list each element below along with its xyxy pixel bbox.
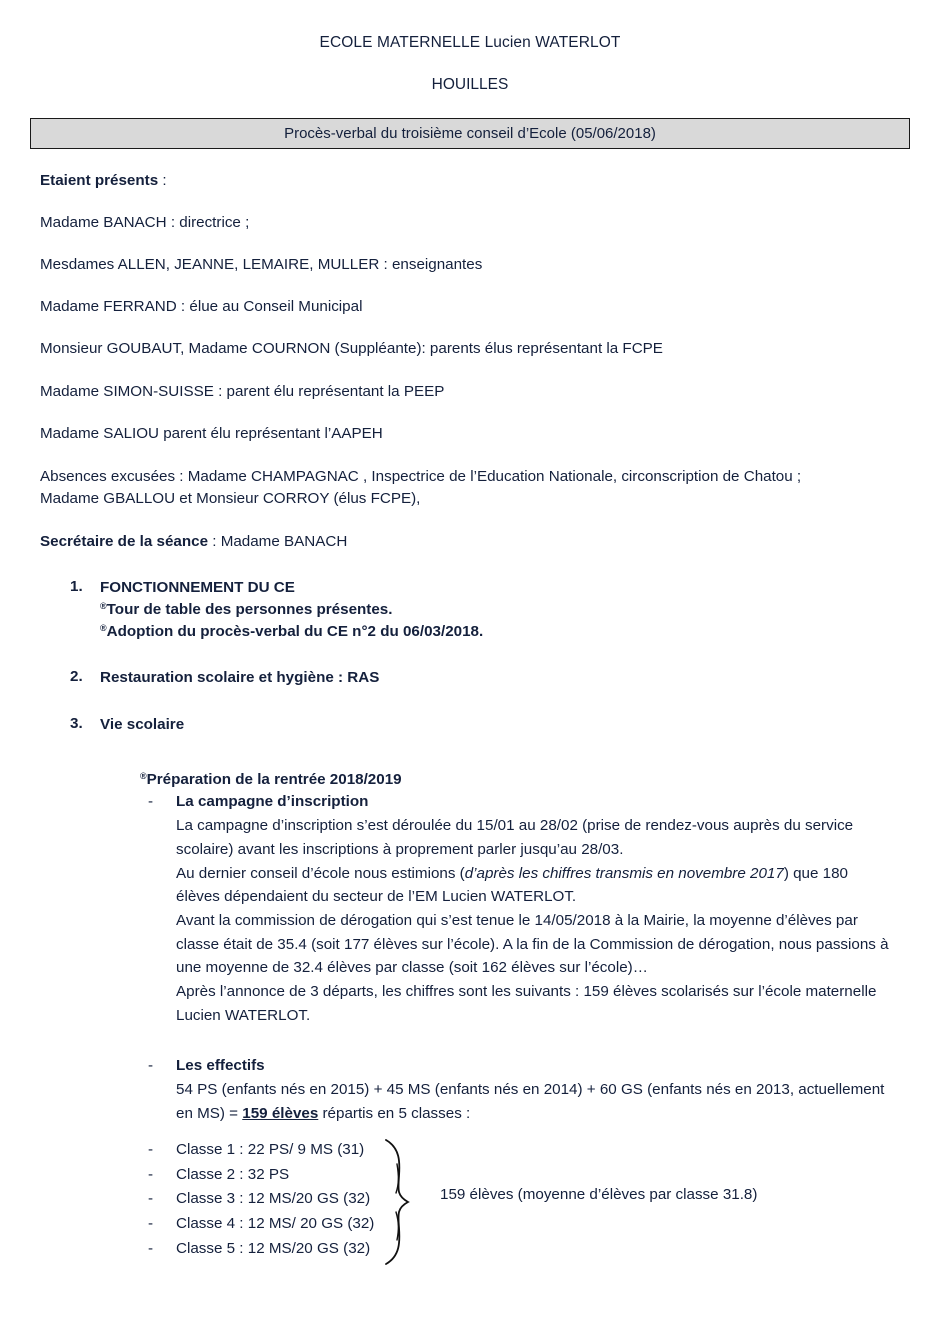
- estimate-italic: d’après les chiffres transmis en novembre 2017: [464, 864, 784, 882]
- effectifs-total-highlight: 159 élèves: [242, 1105, 319, 1123]
- secretary-label: Secrétaire de la séance: [40, 533, 209, 551]
- rentree-heading-label: Préparation de la rentrée 2018/2019: [146, 771, 402, 789]
- estimate-prefix: Au dernier conseil d’école nous estimions (: [176, 864, 465, 882]
- agenda-number: 1.: [70, 578, 83, 596]
- class-breakdown: [140, 1138, 890, 1262]
- effectifs-heading-label: Les effectifs: [176, 1057, 265, 1075]
- agenda-number: 2.: [70, 668, 83, 686]
- rentree-heading: [140, 771, 890, 788]
- class-label: Classe 5 : 12 MS/20 GS (32): [176, 1239, 371, 1257]
- attendee-line: Mesdames ALLEN, JEANNE, LEMAIRE, MULLER : enseignantes: [40, 256, 483, 274]
- class-list-item: [140, 1163, 890, 1188]
- document-body: [0, 149, 940, 1262]
- campagne-paragraph: La campagne d’inscription s’est déroulée du 15/01 au 28/02 (prise de rendez-vous auprès du service scolaire) avant les inscriptions à proprement parler jusqu’au 28/03.: [176, 817, 854, 858]
- registered-bullet-icon: ®: [100, 600, 107, 611]
- brace-annotation: 159 élèves (moyenne d’élèves par classe 31.8): [440, 1185, 758, 1203]
- sub-bullet-label: Tour de table des personnes présentes.: [106, 600, 393, 618]
- campagne-estimate-paragraph: [176, 862, 890, 909]
- agenda-item-2: [40, 668, 910, 689]
- effectifs-intro-paragraph: [176, 1078, 890, 1125]
- present-label: Etaient présents: [40, 171, 159, 189]
- sub-bullet-item: [100, 621, 910, 643]
- class-label: Classe 4 : 12 MS/ 20 GS (32): [176, 1215, 375, 1233]
- agenda-item-3: [40, 715, 910, 736]
- agenda-title: FONCTIONNEMENT DU CE: [100, 579, 295, 597]
- effectifs-intro-prefix: 54 PS (enfants nés en 2015) + 45 MS (enfants nés en 2014) + 60 GS (enfants nés en 2013, actuellement en MS) =: [176, 1081, 885, 1123]
- sub-bullet-label: Adoption du procès-verbal du CE n°2 du 06/03/2018.: [106, 622, 484, 640]
- dash-marker-icon: -: [148, 1057, 154, 1075]
- present-heading: [40, 149, 910, 191]
- excused-block: [40, 444, 910, 510]
- registered-bullet-icon: ®: [100, 622, 107, 633]
- dash-marker-icon: -: [148, 1215, 154, 1233]
- agenda-sub-bullets: [100, 599, 910, 642]
- attendee-line: Madame SALIOU parent élu représentant l’AAPEH: [40, 424, 383, 442]
- present-colon: :: [158, 171, 167, 189]
- estimate-suffix: ) que 180 élèves dépendaient du secteur de l’EM Lucien WATERLOT.: [176, 864, 848, 906]
- agenda-number: 3.: [70, 714, 83, 732]
- class-list-item: [140, 1212, 890, 1237]
- class-label: Classe 3 : 12 MS/20 GS (32): [176, 1190, 371, 1208]
- agenda-list: [40, 578, 910, 735]
- attendee-line: Monsieur GOUBAUT, Madame COURNON (Suppléante): parents élus représentant la FCPE: [40, 340, 663, 358]
- agenda-title: Vie scolaire: [100, 715, 185, 733]
- dash-marker-icon: -: [148, 793, 154, 811]
- banner-box: [30, 118, 910, 149]
- secretary-line: [40, 510, 910, 552]
- attendee-line: Madame SIMON-SUISSE : parent élu représentant la PEEP: [40, 382, 445, 400]
- campagne-paragraph: Après l’annonce de 3 départs, les chiffres sont les suivants : 159 élèves scolarisés sur l’école maternelle Lucien WATERLOT.: [176, 983, 877, 1024]
- dash-marker-icon: -: [148, 1140, 154, 1158]
- agenda-item-1: [40, 578, 910, 642]
- section-3-content: [40, 771, 910, 1262]
- class-label: Classe 2 : 32 PS: [176, 1165, 290, 1183]
- sub-bullet-item: [100, 599, 910, 621]
- campagne-heading: [140, 793, 890, 810]
- excused-line-2: Madame GBALLOU et Monsieur CORROY (élus FCPE),: [40, 490, 421, 508]
- school-name-heading: ECOLE MATERNELLE Lucien WATERLOT: [319, 34, 621, 51]
- effectifs-intro-suffix: répartis en 5 classes :: [318, 1105, 471, 1123]
- excused-line-1: Absences excusées : Madame CHAMPAGNAC , Inspectrice de l’Education Nationale, circonscription de Chatou ;: [40, 468, 802, 486]
- dash-marker-icon: -: [148, 1239, 154, 1257]
- city-heading: HOUILLES: [431, 75, 509, 93]
- registered-bullet-icon: ®: [140, 771, 147, 782]
- dash-marker-icon: -: [148, 1190, 154, 1208]
- attendee-line: Madame FERRAND : élue au Conseil Municipal: [40, 298, 363, 316]
- attendee-line: Madame BANACH : directrice ;: [40, 213, 250, 231]
- dash-marker-icon: -: [148, 1165, 154, 1183]
- class-label: Classe 1 : 22 PS/ 9 MS (31): [176, 1140, 365, 1158]
- effectifs-intro: [140, 1078, 890, 1125]
- effectifs-heading: [140, 1057, 890, 1074]
- agenda-title: Restauration scolaire et hygiène : RAS: [100, 669, 380, 687]
- banner-title: Procès-verbal du troisième conseil d’Ecole (05/06/2018): [284, 124, 656, 142]
- campagne-heading-label: La campagne d’inscription: [176, 793, 369, 811]
- class-list-item: [140, 1237, 890, 1262]
- secretary-value: : Madame BANACH: [208, 533, 348, 551]
- class-list-item: [140, 1138, 890, 1163]
- campagne-paragraph: Avant la commission de dérogation qui s’est tenue le 14/05/2018 à la Mairie, la moyenne d’élèves par classe était de 35.4 (soit 177 élèves sur l’école). A la fin de la Commission de dérogation, nous passions à une moyenne de 32.4 élèves par classe (soit 162 élèves sur l’école)…: [176, 911, 889, 977]
- campagne-body: [140, 814, 890, 1027]
